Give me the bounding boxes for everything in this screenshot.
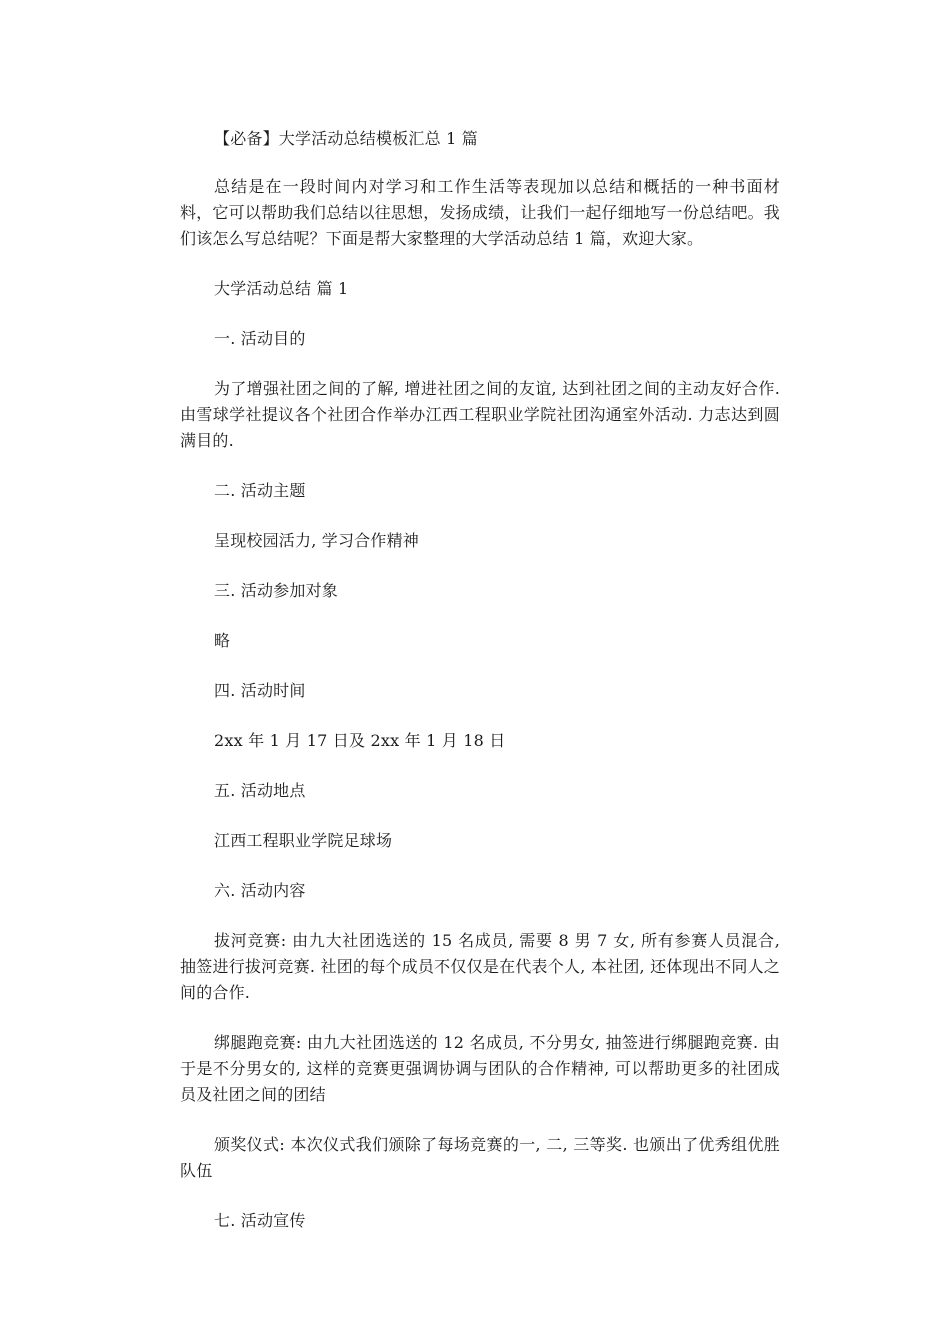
document-body: [180, 126, 780, 1258]
heading-participants: 三. 活动参加对象: [214, 581, 338, 600]
heading-content: 六. 活动内容: [214, 881, 306, 900]
paragraph-three-legged-race: 绑腿跑竞赛: 由九大社团选送的 12 名成员, 不分男女, 抽签进行绑腿跑竞赛. 由于是不分男女的, 这样的竞赛更强调协调与团队的合作精神, 可以帮助更多的社团成员及社团之间的团结: [180, 1033, 780, 1104]
heading-location: 五. 活动地点: [214, 781, 306, 800]
paragraph-time: 2xx 年 1 月 17 日及 2xx 年 1 月 18 日: [214, 731, 506, 750]
intro-paragraph: 总结是在一段时间内对学习和工作生活等表现加以总结和概括的一种书面材料，它可以帮助我们总结以往思想，发扬成绩，让我们一起仔细地写一份总结吧。我们该怎么写总结呢？下面是帮大家整理的大学活动总结 1 篇，欢迎大家。: [180, 177, 780, 248]
paragraph-location: 江西工程职业学院足球场: [214, 831, 393, 850]
paragraph-tug-of-war: 拔河竞赛: 由九大社团选送的 15 名成员, 需要 8 男 7 女, 所有参赛人员混合, 抽签进行拔河竞赛. 社团的每个成员不仅仅是在代表个人, 本社团, 还体现出不同人之间的合作.: [180, 931, 780, 1002]
paragraph-award-ceremony: 颁奖仪式: 本次仪式我们颁除了每场竞赛的一, 二, 三等奖. 也颁出了优秀组优胜队伍: [180, 1135, 780, 1180]
paragraph-purpose: 为了增强社团之间的了解, 增进社团之间的友谊, 达到社团之间的主动友好合作. 由雪球学社提议各个社团合作举办江西工程职业学院社团沟通室外活动. 力志达到圆满目的.: [180, 379, 780, 450]
section-title: 大学活动总结 篇 1: [214, 279, 349, 298]
heading-purpose: 一. 活动目的: [214, 329, 306, 348]
paragraph-participants: 略: [214, 631, 231, 650]
document-title: 【必备】大学活动总结模板汇总 1 篇: [214, 129, 478, 148]
heading-time: 四. 活动时间: [214, 681, 306, 700]
heading-theme: 二. 活动主题: [214, 481, 306, 500]
heading-publicity: 七. 活动宣传: [214, 1211, 306, 1230]
paragraph-theme: 呈现校园活力, 学习合作精神: [214, 531, 419, 550]
